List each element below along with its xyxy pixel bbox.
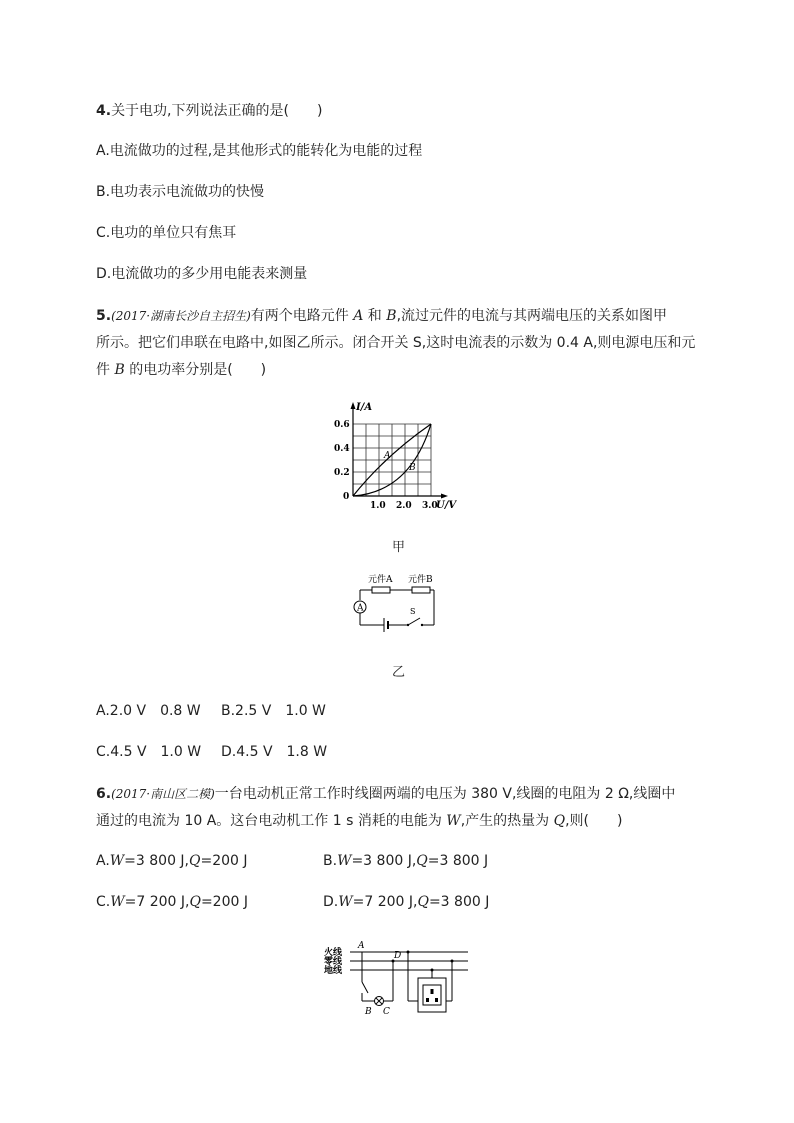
socket-pin-ground	[431, 989, 434, 994]
switch-lever	[408, 618, 420, 625]
y-tick: 0	[343, 492, 350, 502]
y-axis-label: I/A	[356, 402, 373, 413]
graph-axes	[353, 406, 444, 496]
q5-stem-line3: 件 B 的电功率分别是( )	[96, 362, 267, 378]
q5-option-a: A.2.0 V 0.8 W	[96, 703, 201, 719]
q4-stem: 4.关于电功,下列说法正确的是( )	[96, 103, 323, 119]
q4-option-c: C.电功的单位只有焦耳	[96, 225, 237, 241]
series-circuit	[350, 568, 450, 640]
household-wiring-diagram	[320, 938, 480, 1018]
live-wire-label: 火线	[324, 948, 343, 958]
point-d-label: D	[394, 951, 402, 961]
curve-b-label: B	[409, 463, 416, 473]
point-a-label: A	[358, 941, 365, 951]
curve-a-label: A	[384, 451, 391, 461]
q4-option-a: A.电流做功的过程,是其他形式的能转化为电能的过程	[96, 143, 423, 159]
point-c-label: C	[383, 1007, 390, 1017]
q6-option-d: D.W=7 200 J,Q=3 800 J	[323, 894, 490, 910]
x-axis-arrow	[441, 494, 448, 499]
x-tick: 2.0	[396, 501, 412, 511]
socket-pin-right	[435, 998, 438, 1002]
point-b-label: B	[365, 1007, 372, 1017]
q6-option-c: C.W=7 200 J,Q=200 J	[96, 894, 248, 910]
graph-caption: 甲	[392, 540, 406, 555]
switch-contact	[421, 624, 423, 626]
ground-wire-label: 地线	[324, 966, 343, 976]
q4-option-b: B.电功表示电流做功的快慢	[96, 184, 265, 200]
iv-graph	[330, 398, 470, 518]
element-a-label: 元件A	[368, 575, 393, 585]
q5-option-c: C.4.5 V 1.0 W	[96, 744, 202, 760]
q5-stem-line1: 5.(2017·湖南长沙自主招生)有两个电路元件 A 和 B,流过元件的电流与其两端电压的关系如图甲	[96, 308, 668, 324]
y-axis-arrow	[351, 402, 356, 409]
element-b	[412, 587, 430, 593]
graph-grid	[353, 424, 431, 496]
junction-dot	[431, 969, 434, 972]
x-tick: 3.0	[422, 501, 438, 511]
y-tick: 0.4	[334, 444, 350, 454]
x-axis-label: U/V	[436, 500, 457, 511]
q6-option-a: A.W=3 800 J,Q=200 J	[96, 853, 248, 869]
y-tick: 0.6	[334, 420, 350, 430]
q6-stem-line1: 6.(2017·南山区二模)一台电动机正常工作时线圈两端的电压为 380 V,线圈的电阻为 2 Ω,线圈中	[96, 786, 676, 802]
circuit-caption: 乙	[392, 665, 406, 680]
junction-dot	[407, 951, 410, 954]
element-b-label: 元件B	[408, 575, 433, 585]
socket-face	[423, 985, 441, 1005]
q6-option-b: B.W=3 800 J,Q=3 800 J	[323, 853, 489, 869]
x-tick: 1.0	[370, 501, 386, 511]
q5-option-d: D.4.5 V 1.8 W	[221, 744, 328, 760]
switch-label: S	[410, 607, 416, 616]
q6-stem-line2: 通过的电流为 10 A。这台电动机工作 1 s 消耗的电能为 W,产生的热量为 Q,则( )	[96, 813, 623, 829]
q5-stem-line2: 所示。把它们串联在电路中,如图乙所示。闭合开关 S,这时电流表的示数为 0.4 A,则电源电压和元	[96, 335, 696, 351]
q5-option-b: B.2.5 V 1.0 W	[221, 703, 326, 719]
neutral-wire-label: 零线	[324, 957, 343, 967]
y-tick: 0.2	[334, 468, 350, 478]
junction-dot	[451, 960, 454, 963]
socket-frame	[418, 978, 446, 1012]
socket-pin-left	[426, 998, 429, 1002]
lamp-switch	[362, 982, 368, 993]
ammeter-symbol: A	[357, 603, 364, 614]
switch-pivot	[407, 624, 409, 626]
element-a	[372, 587, 390, 593]
q4-option-d: D.电流做功的多少用电能表来测量	[96, 266, 308, 282]
